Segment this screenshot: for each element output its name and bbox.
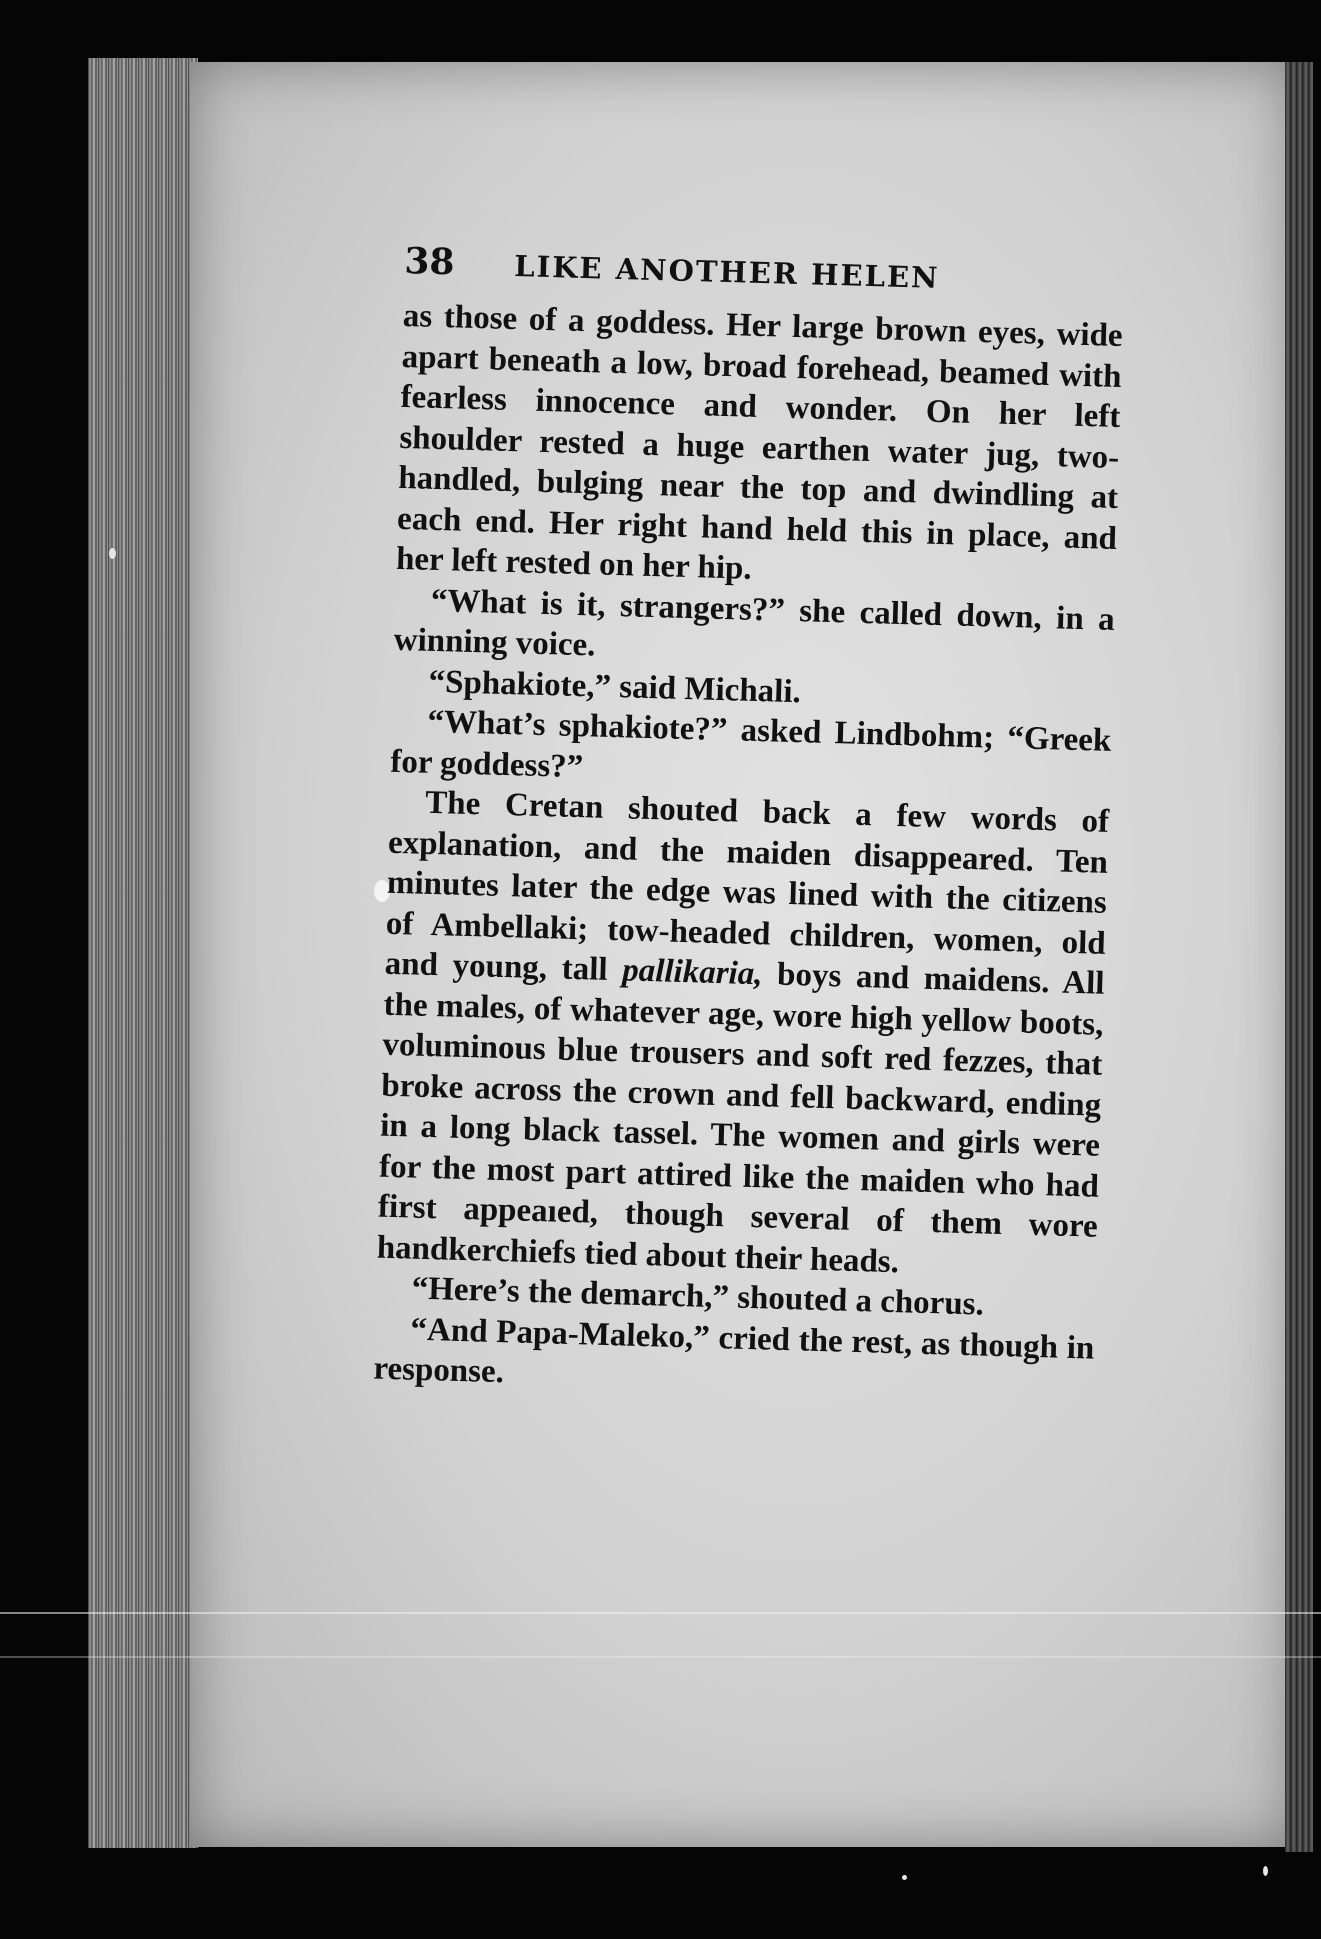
page-number: 38 [403,240,456,284]
dust-speck [109,548,116,559]
dust-speck [902,1875,907,1880]
scan-artifact-line [0,1612,1321,1614]
page-content [373,240,1125,1409]
scan-artifact-line [0,1656,1321,1658]
paragraph-text: boys and maidens. All the males, of whatever age, wore high yellow boots, voluminous blue trousers and soft red fezzes, that broke across the crown and fell backward, ending in a long black tassel. The women and girls were for the most part attired like the maiden who had first appeaıed, though several of them wore handkerchiefs tied about their heads. [376,956,1106,1280]
book-leaf-edges [88,58,198,1848]
dust-speck [1263,1866,1268,1876]
paragraph [376,782,1109,1288]
paragraph: “Sphakiote,” said Michali. [428,663,802,710]
paragraph: “What is it, strangers?” she called down, in a winning voice. [393,582,1116,664]
running-head: LIKE ANOTHER HELEN [513,249,941,295]
book-right-edge [1285,62,1313,1852]
paragraph: “And Papa-Maleko,” cried the rest, as though in response. [372,1311,1095,1391]
body-text [373,296,1123,1409]
paragraph: “What’s sphakiote?” asked Lindbohm; “Greek for goddess?” [389,703,1112,785]
paragraph: as those of a goddess. Her large brown eyes, wide apart beneath a low, broad forehead, beamed with fearless innocence and wonder. On her left shoulder rested a huge earthen water jug, two-handled, bulging near the top and dwindling at each end. Her right hand held this in place, and her left rested on her hip. [395,297,1124,587]
italic-term: pallikaria, [621,952,763,993]
paragraph-text: The Cretan shouted back a few words of explanation, and the maiden disappeared. Ten minutes later the edge was lined with the citizens of Ambellaki; tow-headed children, women, old and young, tall [384,784,1110,989]
paragraph: “Here’s the demarch,” shouted a chorus. [411,1270,985,1323]
